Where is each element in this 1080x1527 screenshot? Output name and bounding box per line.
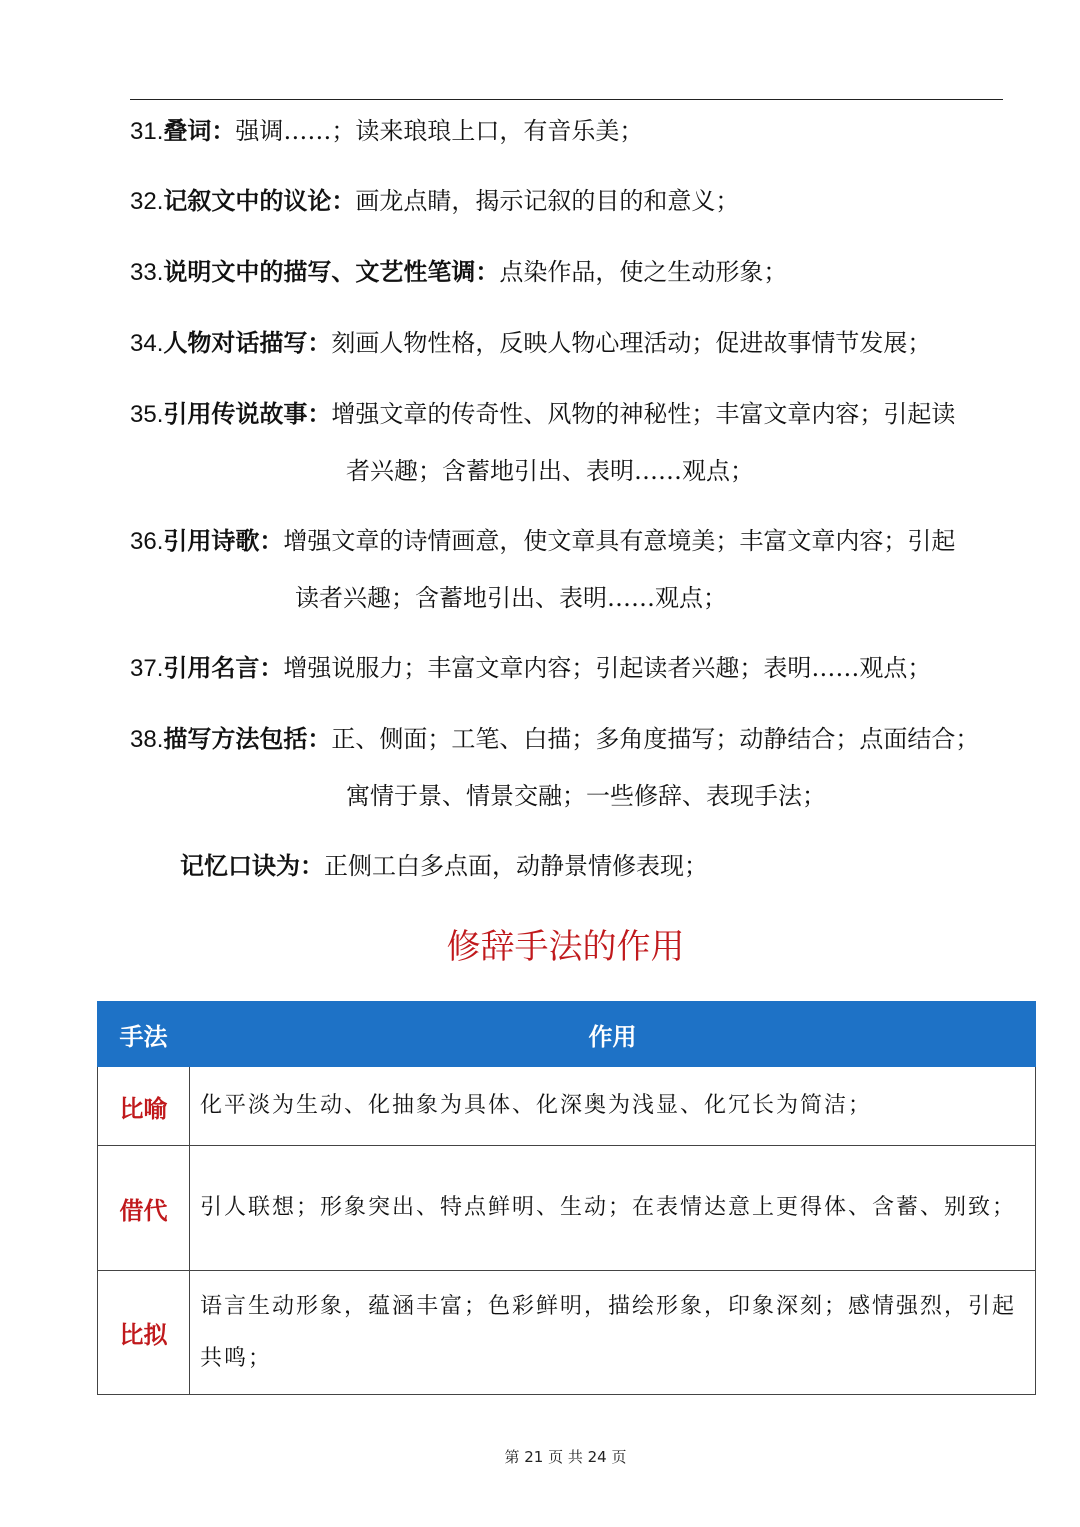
technique-name: 比拟 [98,1271,190,1395]
table-row [98,1271,1036,1395]
technique-effect: 语言生动形象，蕴涵丰富；色彩鲜明，描绘形象，印象深刻；感情强烈，引起共鸣； [190,1271,1036,1395]
rhetoric-table [97,1001,1036,1395]
list-item-36: 36.引用诗歌：增强文章的诗情画意，使文章具有意境美；丰富文章内容；引起 读者兴趣；含蓄地引出、表明……观点； [130,527,956,612]
list-item-32: 32.记叙文中的议论：画龙点睛，揭示记叙的目的和意义； [130,187,740,215]
list-item-37: 37.引用名言：增强说服力；丰富文章内容；引起读者兴趣；表明……观点； [130,654,932,682]
top-rule [130,99,1003,100]
item-term: 人物对话描写： [163,329,332,357]
list-item-38: 38.描写方法包括：正、侧面；工笔、白描；多角度描写；动静结合；点面结合； 寓情于景、情景交融；一些修辞、表现手法； [130,725,980,810]
table-row [98,1146,1036,1271]
list-item-35: 35.引用传说故事：增强文章的传奇性、风物的神秘性；丰富文章内容；引起读 者兴趣；含蓄地引出、表明……观点； [130,400,956,485]
list-item-34: 34.人物对话描写：刻画人物性格，反映人物心理活动；促进故事情节发展； [130,329,932,357]
technique-name: 比喻 [98,1067,190,1146]
page-footer: 第 21 页 共 24 页 [504,1448,627,1466]
mnemonic [180,838,708,895]
mnemonic-term: 记忆口诀为： [180,852,324,880]
technique-effect: 化平淡为生动、化抽象为具体、化深奥为浅显、化冗长为简洁； [190,1067,1036,1146]
table-header-row [98,1002,1036,1067]
item-term: 说明文中的描写、文艺性笔调： [163,258,500,286]
technique-effect: 引人联想；形象突出、特点鲜明、生动；在表情达意上更得体、含蓄、别致； [190,1146,1036,1271]
table-row [98,1067,1036,1146]
mnemonic-text: 正侧工白多点面，动静景情修表现； [324,852,708,880]
item-term: 描写方法包括： [163,725,332,753]
header-technique: 手法 [98,1002,190,1067]
technique-name: 借代 [98,1146,190,1271]
header-effect: 作用 [190,1002,1036,1067]
item-term: 记叙文中的议论： [163,187,356,215]
list-item-31: 31.叠词：强调……；读来琅琅上口，有音乐美； [130,117,644,145]
item-term: 引用诗歌： [163,527,284,555]
section-title: 修辞手法的作用 [446,927,685,967]
item-term: 叠词： [163,117,236,145]
list-item-33: 33.说明文中的描写、文艺性笔调：点染作品，使之生动形象； [130,258,788,286]
item-term: 引用传说故事： [163,400,332,428]
item-term: 引用名言： [163,654,284,682]
